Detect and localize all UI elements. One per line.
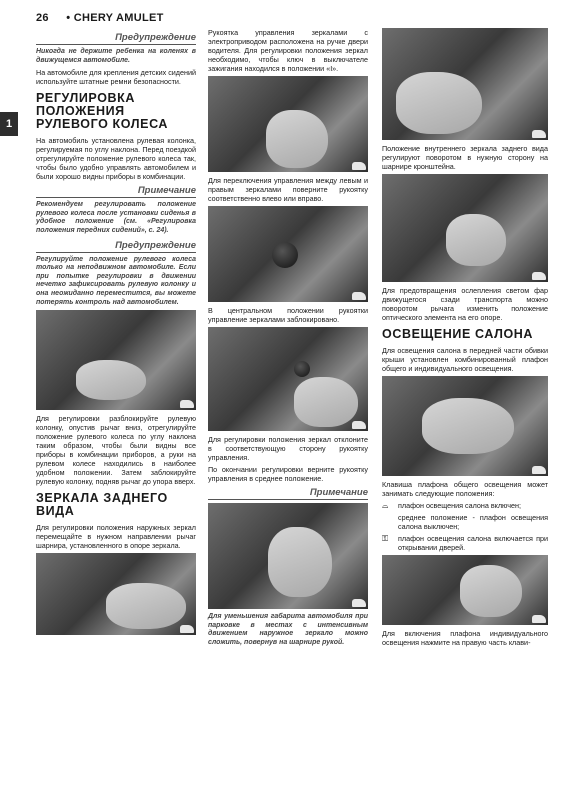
paragraph: На автомобиль установлена рулевая колонка, регулируемая по углу наклона. Перед поездкой отрегулируйте положение рулевого колеса так, чтобы было удобно управлять автомобилем и были хорошо видны приборы в комбинации. [36,136,196,182]
page-number: 26 [36,12,49,24]
car-logo-icon [352,162,366,170]
legend-item: среднее положение - плафон освещения салона выключен; [398,513,548,531]
car-logo-icon [532,130,546,138]
note-text: Для уменьшения габарита автомобиля при парковке в местах с интенсивным движением наружное зеркало можно сложить, повернув на шарнире рукой. [208,613,368,646]
photo-caption: Для предотвращения ослепления светом фар движущегося сзади транспорта можно поворотом рычага изменить положение оптического элемента на его опоре. [382,286,548,322]
car-logo-icon [352,599,366,607]
page-header [36,12,164,24]
photo-steering-column [36,310,196,410]
paragraph: Для освещения салона в передней части обивки крыши установлен комбинированный плафон общего и индивидуального освещения. [382,346,548,373]
paragraph: Клавиша плафона общего освещения может занимать следующие положения: [382,480,548,498]
warning-text: Никогда не держите ребенка на коленях в движущемся автомобиле. [36,48,196,64]
photo-mirror-lever [382,174,548,282]
car-logo-icon [532,272,546,280]
section-heading: ОСВЕЩЕНИЕ САЛОНА [382,327,534,341]
photo-caption: Для регулировки разблокируйте рулевую колонку, опустив рычаг вниз, отрегулируйте положение рулевого колеса по углу наклона таким образом, чтобы были видны все приборы в комбинации приборов, а руки на рулевом колесе находились в наиболее удобном положении. Затем заблокируйте рулевую колонку, подняв рычаг до упора вверх. [36,414,196,487]
photo-caption: Для переключения управления между левым и правым зеркалами поверните рукоятку соответственно влево или вправо. [208,176,368,203]
note-label: Примечание [36,185,196,198]
lamp-on-icon: ⌓ [382,501,389,510]
warning-text: Регулируйте положение рулевого колеса только на неподвижном автомобиле. Если при попытке регулировки в движении нечетко зафиксировать рулевую колонку и она неожиданно переместится, вы можете потерять контроль над автомобилем. [36,255,196,306]
car-logo-icon [352,421,366,429]
paragraph: По окончании регулировки верните рукоятку управления в среднее положение. [208,465,368,483]
door-icon: ⚿ [382,534,389,543]
section-heading: РЕГУЛИРОВКА ПОЛОЖЕНИЯ РУЛЕВОГО КОЛЕСА [36,91,169,132]
photo-window-switches [36,553,196,635]
photo-caption: Для регулировки положения зеркал отклоните в соответствующую сторону рукоятку управления. [208,435,368,462]
photo-mirror-knob-center [208,206,368,302]
paragraph: Для включения плафона индивидуального освещения нажмите на правую часть клави- [382,629,548,647]
car-logo-icon [180,400,194,408]
section-heading: ЗЕРКАЛА ЗАДНЕГО ВИДА [36,491,168,519]
column-3 [382,28,548,650]
legend-item: ⌓ плафон освещения салона включен; [382,501,521,510]
photo-mirror-knob-turn [208,76,368,172]
photo-caption: В центральном положении рукоятки управление зеркалами заблокировано. [208,306,368,324]
photo-interior-mirror [382,28,548,140]
legend-item: ⚿ плафон освещения салона включается при открывании дверей. [382,534,548,552]
warning-label: Предупреждение [36,32,196,45]
photo-mirror-knob-tilt [208,327,368,431]
note-label: Примечание [208,487,368,500]
car-logo-icon [352,292,366,300]
photo-ceiling-lamp [382,376,548,476]
header-title: • CHERY AMULET [66,12,164,24]
car-logo-icon [532,466,546,474]
column-1 [36,28,196,639]
note-text: Рекомендуем регулировать положение рулевого колеса после установки сиденья в удобное положение (см. «Регулировка положения передних сидений», с. 24). [36,201,196,234]
car-logo-icon [532,615,546,623]
column-2 [208,28,368,650]
photo-individual-lamp [382,555,548,625]
chapter-tab: 1 [0,112,18,136]
warning-label: Предупреждение [36,240,196,253]
paragraph: Для регулировки положения наружных зеркал перемещайте в нужном направлении рычаг шарнира, установленного в опоре зеркала. [36,523,196,551]
paragraph: На автомобиле для крепления детских сидений используйте штатные ремни безопасности. [36,68,196,87]
paragraph: Рукоятка управления зеркалами с электроприводом расположена на ручке двери водителя. Для регулировки положения зеркал необходимо, чтобы ключ в выключателе зажигания находился в положении «I». [208,28,368,73]
photo-caption: Положение внутреннего зеркала заднего вида регулируют поворотом в нужную сторону на шарнире кронштейна. [382,144,548,171]
photo-folding-mirror [208,503,368,609]
car-logo-icon [180,625,194,633]
